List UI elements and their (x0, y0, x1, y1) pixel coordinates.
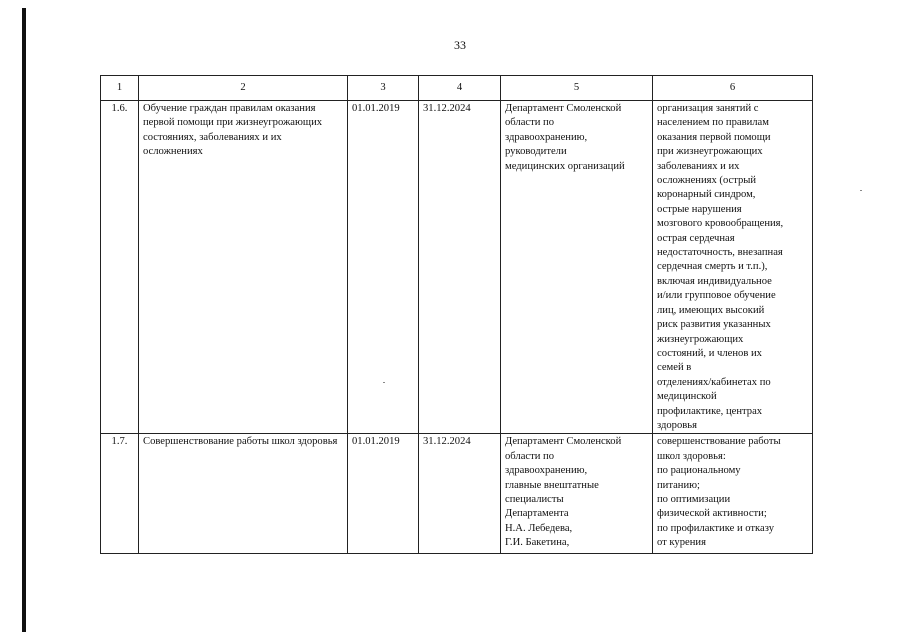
table-row (101, 434, 813, 554)
header-cell-2: 2 (139, 76, 348, 101)
row-number: 1.6. (101, 101, 139, 434)
result-cell: совершенствование работы школ здоровья: по рациональному питанию; по оптимизации физической активности; по профилактике и отказу от курения (653, 434, 813, 554)
header-cell-1: 1 (101, 76, 139, 101)
table-header-row (101, 76, 813, 101)
executor-cell: Департамент Смоленской области по здравоохранению, главные внештатные специалисты Департамента Н.А. Лебедева, Г.И. Бакетина, (501, 434, 653, 554)
header-cell-5: 5 (501, 76, 653, 101)
header-cell-3: 3 (348, 76, 419, 101)
result-cell: организация занятий с населением по правилам оказания первой помощи при жизнеугрожающих заболеваниях и их осложнениях (острый коронарный синдром, острые нарушения мозгового кровообращения, острая сердечная недостаточность, внезапная сердечная смерть и т.п.), включая индивидуальное и/или групповое обучение лиц, имеющих высокий риск развития указанных жизнеугрожающих состояний, и членов их семей в отделениях/кабинетах по медицинской профилактике, центрах здоровья (653, 101, 813, 434)
activity-cell: Совершенствование работы школ здоровья (139, 434, 348, 554)
plan-table (100, 75, 813, 554)
executor-cell: Департамент Смоленской области по здравоохранению, руководители медицинских организаций (501, 101, 653, 434)
row-number: 1.7. (101, 434, 139, 554)
end-date-cell: 31.12.2024 (419, 101, 501, 434)
scan-speck (860, 190, 862, 191)
scan-edge-bar (22, 8, 26, 632)
header-cell-4: 4 (419, 76, 501, 101)
header-cell-6: 6 (653, 76, 813, 101)
start-date-cell: 01.01.2019 (348, 101, 419, 434)
table-row (101, 101, 813, 434)
activity-cell: Обучение граждан правилам оказания первой помощи при жизнеугрожающих состояниях, заболеваниях и их осложнениях (139, 101, 348, 434)
scan-speck (383, 382, 385, 383)
page-number: 33 (454, 38, 466, 52)
start-date-cell: 01.01.2019 (348, 434, 419, 554)
end-date-cell: 31.12.2024 (419, 434, 501, 554)
